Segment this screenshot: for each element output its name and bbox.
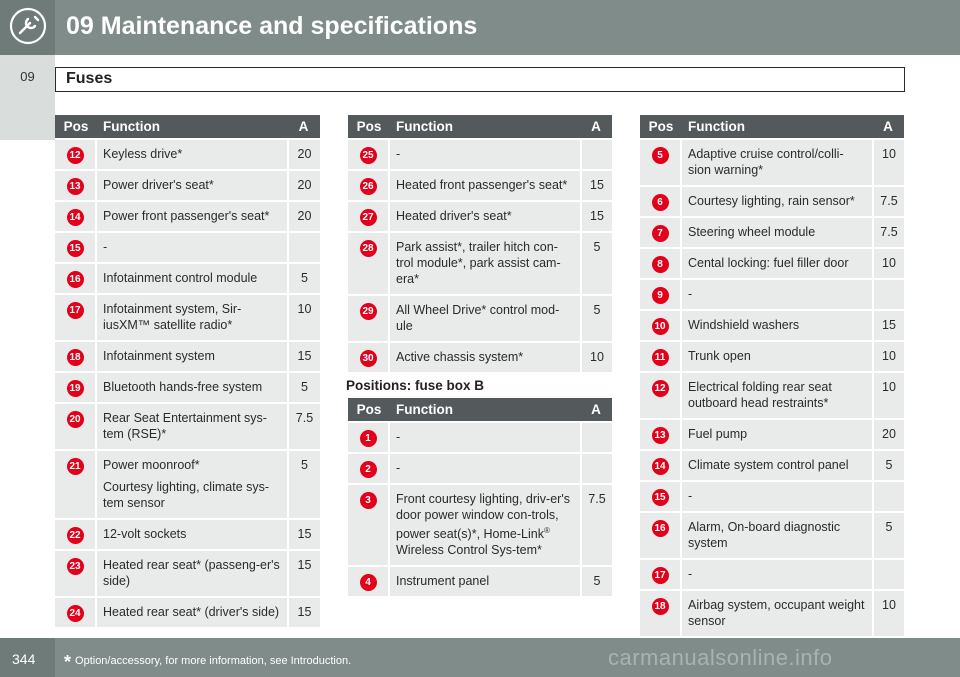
function-text: Climate system control panel (688, 458, 849, 472)
pos-cell (640, 140, 682, 185)
pos-cell (640, 451, 682, 480)
fuse-table-1 (55, 113, 320, 629)
page-number: 344 (12, 651, 36, 667)
table-row (640, 249, 904, 278)
fuse-table-3 (348, 396, 612, 598)
table-row (348, 233, 612, 294)
pos-cell (55, 233, 97, 262)
function-text: - (396, 147, 401, 161)
table-row (55, 373, 320, 402)
table-row (55, 295, 320, 340)
function-text: Cental locking: fuel filler door (688, 256, 849, 270)
table-row (348, 485, 612, 565)
fuse-number-badge: 9 (652, 287, 669, 304)
function-text: Front courtesy lighting, driv-er's door power window con-trols, power seat(s)*, Home-Link (396, 492, 570, 542)
table-row (55, 598, 320, 627)
function-cell (390, 485, 580, 565)
function-cell (97, 171, 287, 200)
function-text: Park assist*, trailer hitch con-trol module*, park assist cam-era* (396, 240, 561, 286)
amperage-cell: 10 (580, 343, 612, 372)
amperage-cell: 5 (872, 451, 904, 480)
pos-cell (55, 598, 97, 627)
function-text: Power moonroof* (103, 458, 200, 472)
amperage-cell: 7.5 (872, 218, 904, 247)
function-text: Power front passenger's seat* (103, 209, 270, 223)
table-row (348, 567, 612, 596)
function-text: Airbag system, occupant weight sensor (688, 598, 865, 628)
amperage-cell: 10 (872, 591, 904, 636)
amperage-cell (287, 233, 320, 262)
fuse-number-badge: 27 (360, 209, 377, 226)
pos-cell (55, 551, 97, 596)
function-text: - (688, 567, 693, 581)
table-row (55, 264, 320, 293)
table-row (55, 233, 320, 262)
pos-cell (55, 451, 97, 518)
table-row (55, 140, 320, 169)
header-icon-box (0, 0, 55, 55)
page-header (0, 0, 960, 55)
fuse-number-badge: 29 (360, 303, 377, 320)
function-superscript: ® (543, 526, 550, 535)
table-row (348, 423, 612, 452)
pos-cell (348, 233, 390, 294)
table-row (348, 343, 612, 372)
table-row (348, 171, 612, 200)
function-text: All Wheel Drive* control mod-ule (396, 303, 560, 333)
table-header-row (348, 115, 612, 138)
table-row (640, 187, 904, 216)
pos-cell (640, 249, 682, 278)
amperage-cell: 15 (287, 551, 320, 596)
table-row (640, 482, 904, 511)
amperage-cell: 5 (872, 513, 904, 558)
amperage-cell: 20 (287, 202, 320, 231)
table-row (640, 311, 904, 340)
table-row (640, 280, 904, 309)
table-row (55, 342, 320, 371)
table-row (640, 342, 904, 371)
table-row (348, 140, 612, 169)
function-text: Electrical folding rear seat outboard head restraints* (688, 380, 832, 410)
amperage-cell: 5 (287, 264, 320, 293)
column-header-pos: Pos (640, 115, 682, 138)
pos-cell (348, 567, 390, 596)
chapter-sidebar (0, 55, 55, 140)
function-cell (682, 342, 872, 371)
pos-cell (640, 342, 682, 371)
function-text: Infotainment system, Sir-iusXM™ satellite radio* (103, 302, 242, 332)
amperage-cell: 10 (287, 295, 320, 340)
fuse-number-badge: 12 (652, 380, 669, 397)
section-bar (55, 67, 905, 92)
function-text: - (688, 489, 693, 503)
fuse-number-badge: 20 (67, 411, 84, 428)
pos-cell (55, 171, 97, 200)
function-cell (682, 187, 872, 216)
amperage-cell: 20 (287, 171, 320, 200)
function-cell (390, 171, 580, 200)
function-text: - (688, 287, 693, 301)
amperage-cell: 15 (580, 202, 612, 231)
function-cell (682, 513, 872, 558)
function-cell (97, 140, 287, 169)
function-cell (390, 140, 580, 169)
function-cell (97, 451, 287, 518)
function-text: Rear Seat Entertainment sys-tem (RSE)* (103, 411, 267, 441)
fuse-number-badge: 23 (67, 558, 84, 575)
table-row (348, 202, 612, 231)
fuse-number-badge: 14 (67, 209, 84, 226)
pos-cell (640, 560, 682, 589)
amperage-cell: 15 (287, 520, 320, 549)
fuse-number-badge: 12 (67, 147, 84, 164)
pos-cell (55, 373, 97, 402)
table-row (55, 404, 320, 449)
fuse-number-badge: 15 (67, 240, 84, 257)
function-text: Courtesy lighting, rain sensor* (688, 194, 855, 208)
table-row (640, 513, 904, 558)
function-text: Infotainment control module (103, 271, 258, 285)
function-text: Bluetooth hands-free system (103, 380, 263, 394)
column-header-amp: A (580, 115, 612, 138)
pos-cell (640, 482, 682, 511)
function-cell (390, 296, 580, 341)
fuse-number-badge: 15 (652, 489, 669, 506)
function-cell (97, 404, 287, 449)
amperage-cell: 5 (287, 451, 320, 518)
amperage-cell: 5 (580, 567, 612, 596)
amperage-cell: 10 (872, 140, 904, 185)
amperage-cell (580, 454, 612, 483)
fuse-table-2 (348, 113, 612, 374)
page-title: 09 Maintenance and specifications (66, 12, 478, 40)
function-cell (682, 591, 872, 636)
watermark: carmanualsonline.info (608, 645, 833, 670)
function-text: Instrument panel (396, 574, 490, 589)
amperage-cell: 7.5 (872, 187, 904, 216)
function-text: Heated rear seat* (driver's side) (103, 605, 280, 619)
table-row (348, 454, 612, 483)
pos-cell (55, 342, 97, 371)
pos-cell (640, 218, 682, 247)
fuse-number-badge: 2 (360, 461, 377, 478)
function-cell (97, 295, 287, 340)
fuse-number-badge: 17 (652, 567, 669, 584)
table-row (640, 420, 904, 449)
amperage-cell: 7.5 (287, 404, 320, 449)
function-cell (682, 420, 872, 449)
function-cell (682, 482, 872, 511)
fuse-number-badge: 7 (652, 225, 669, 242)
function-text: Heated rear seat* (passeng-er's side) (103, 558, 280, 588)
table-row (640, 140, 904, 185)
function-text: Fuel pump (688, 427, 748, 441)
fuse-box-b-heading: Positions: fuse box B (346, 378, 485, 393)
fuse-number-badge: 30 (360, 350, 377, 367)
function-cell (682, 311, 872, 340)
pos-cell (640, 311, 682, 340)
column-header-pos: Pos (348, 115, 390, 138)
table-row (640, 218, 904, 247)
amperage-cell: 20 (872, 420, 904, 449)
amperage-cell: 15 (580, 171, 612, 200)
table-row (640, 560, 904, 589)
pos-cell (640, 513, 682, 558)
function-text: 12-volt sockets (103, 527, 187, 541)
table-header-row (640, 115, 904, 138)
fuse-number-badge: 13 (652, 427, 669, 444)
function-cell (682, 451, 872, 480)
function-cell (682, 280, 872, 309)
amperage-cell (872, 482, 904, 511)
function-text: Active chassis system* (396, 350, 524, 364)
function-cell (682, 249, 872, 278)
pos-cell (640, 187, 682, 216)
pos-cell (55, 264, 97, 293)
table-row (640, 591, 904, 636)
function-cell (97, 520, 287, 549)
function-cell (97, 373, 287, 402)
pos-cell (348, 296, 390, 341)
function-cell (682, 140, 872, 185)
fuse-number-badge: 4 (360, 574, 377, 591)
section-title: Fuses (66, 70, 113, 87)
function-text: - (103, 240, 108, 254)
function-text: Heated front passenger's seat* (396, 178, 568, 192)
fuse-number-badge: 8 (652, 256, 669, 273)
pos-cell (348, 423, 390, 452)
fuse-number-badge: 28 (360, 240, 377, 257)
pos-cell (348, 202, 390, 231)
fuse-number-badge: 24 (67, 605, 84, 622)
amperage-cell: 7.5 (580, 485, 612, 565)
function-cell (97, 233, 287, 262)
amperage-cell: 10 (872, 373, 904, 418)
amperage-cell: 15 (287, 342, 320, 371)
function-text-continued: Wireless Control Sys-tem* (396, 543, 542, 558)
fuse-number-badge: 17 (67, 302, 84, 319)
amperage-cell (580, 140, 612, 169)
amperage-cell (580, 423, 612, 452)
footer-page-box (0, 638, 55, 677)
column-header-function: Function (390, 398, 580, 421)
fuse-number-badge: 1 (360, 430, 377, 447)
amperage-cell: 5 (580, 233, 612, 294)
function-cell (682, 373, 872, 418)
function-text: Steering wheel module (688, 225, 816, 239)
function-text: Alarm, On-board diagnostic system (688, 520, 841, 550)
column-header-amp: A (580, 398, 612, 421)
pos-cell (348, 171, 390, 200)
function-text: Trunk open (688, 349, 751, 363)
amperage-cell: 5 (287, 373, 320, 402)
function-cell (390, 233, 580, 294)
amperage-cell: 5 (580, 296, 612, 341)
function-cell (97, 264, 287, 293)
fuse-number-badge: 10 (652, 318, 669, 335)
wrench-gear-icon (8, 6, 48, 46)
function-text: - (396, 430, 401, 444)
table-row (55, 451, 320, 518)
fuse-number-badge: 14 (652, 458, 669, 475)
pos-cell (348, 140, 390, 169)
function-cell (97, 598, 287, 627)
pos-cell (55, 404, 97, 449)
footnote-star: * (64, 652, 72, 672)
pos-cell (55, 140, 97, 169)
function-cell (390, 202, 580, 231)
amperage-cell: 15 (872, 311, 904, 340)
pos-cell (640, 280, 682, 309)
fuse-table-4 (640, 113, 904, 638)
function-cell (97, 342, 287, 371)
fuse-number-badge: 19 (67, 380, 84, 397)
fuse-number-badge: 18 (67, 349, 84, 366)
function-text: Adaptive cruise control/colli-sion warning* (688, 147, 844, 177)
function-cell (97, 551, 287, 596)
table-row (55, 202, 320, 231)
function-text: - (396, 461, 401, 475)
table-row (640, 373, 904, 418)
footnote (64, 652, 351, 673)
pos-cell (640, 591, 682, 636)
table-row (55, 520, 320, 549)
function-cell (390, 454, 580, 483)
function-text: Infotainment system (103, 349, 215, 363)
column-header-pos: Pos (55, 115, 97, 138)
fuse-number-badge: 6 (652, 194, 669, 211)
column-header-function: Function (682, 115, 872, 138)
function-cell (682, 560, 872, 589)
table-header-row (348, 398, 612, 421)
function-text: Heated driver's seat* (396, 209, 512, 223)
amperage-cell (872, 560, 904, 589)
column-header-pos: Pos (348, 398, 390, 421)
function-cell (682, 218, 872, 247)
table-header-row (55, 115, 320, 138)
table-row (55, 171, 320, 200)
fuse-number-badge: 25 (360, 147, 377, 164)
pos-cell (348, 343, 390, 372)
chapter-number: 09 (20, 69, 35, 84)
pos-cell (640, 373, 682, 418)
function-cell (97, 202, 287, 231)
amperage-cell: 15 (287, 598, 320, 627)
fuse-number-badge: 16 (67, 271, 84, 288)
fuse-number-badge: 22 (67, 527, 84, 544)
function-text: Windshield washers (688, 318, 800, 332)
fuse-number-badge: 16 (652, 520, 669, 537)
column-header-function: Function (390, 115, 580, 138)
table-row (55, 551, 320, 596)
function-cell (390, 423, 580, 452)
amperage-cell: 10 (872, 249, 904, 278)
amperage-cell (872, 280, 904, 309)
table-row (348, 296, 612, 341)
amperage-cell: 10 (872, 342, 904, 371)
pos-cell (348, 485, 390, 565)
pos-cell (640, 420, 682, 449)
pos-cell (55, 520, 97, 549)
function-text-secondary: Courtesy lighting, climate sys-tem sensor (103, 480, 270, 510)
fuse-number-badge: 11 (652, 349, 669, 366)
fuse-number-badge: 3 (360, 492, 377, 509)
pos-cell (348, 454, 390, 483)
fuse-number-badge: 26 (360, 178, 377, 195)
function-cell (390, 567, 580, 596)
fuse-number-badge: 21 (67, 458, 84, 475)
fuse-number-badge: 5 (652, 147, 669, 164)
pos-cell (55, 202, 97, 231)
function-cell (390, 343, 580, 372)
function-text: Power driver's seat* (103, 178, 214, 192)
fuse-number-badge: 18 (652, 598, 669, 615)
amperage-cell: 20 (287, 140, 320, 169)
column-header-amp: A (872, 115, 904, 138)
footnote-text: Option/accessory, for more information, see Introduction. (75, 655, 352, 667)
function-text: Keyless drive* (103, 147, 183, 161)
column-header-function: Function (97, 115, 287, 138)
column-header-amp: A (287, 115, 320, 138)
table-row (640, 451, 904, 480)
fuse-number-badge: 13 (67, 178, 84, 195)
pos-cell (55, 295, 97, 340)
